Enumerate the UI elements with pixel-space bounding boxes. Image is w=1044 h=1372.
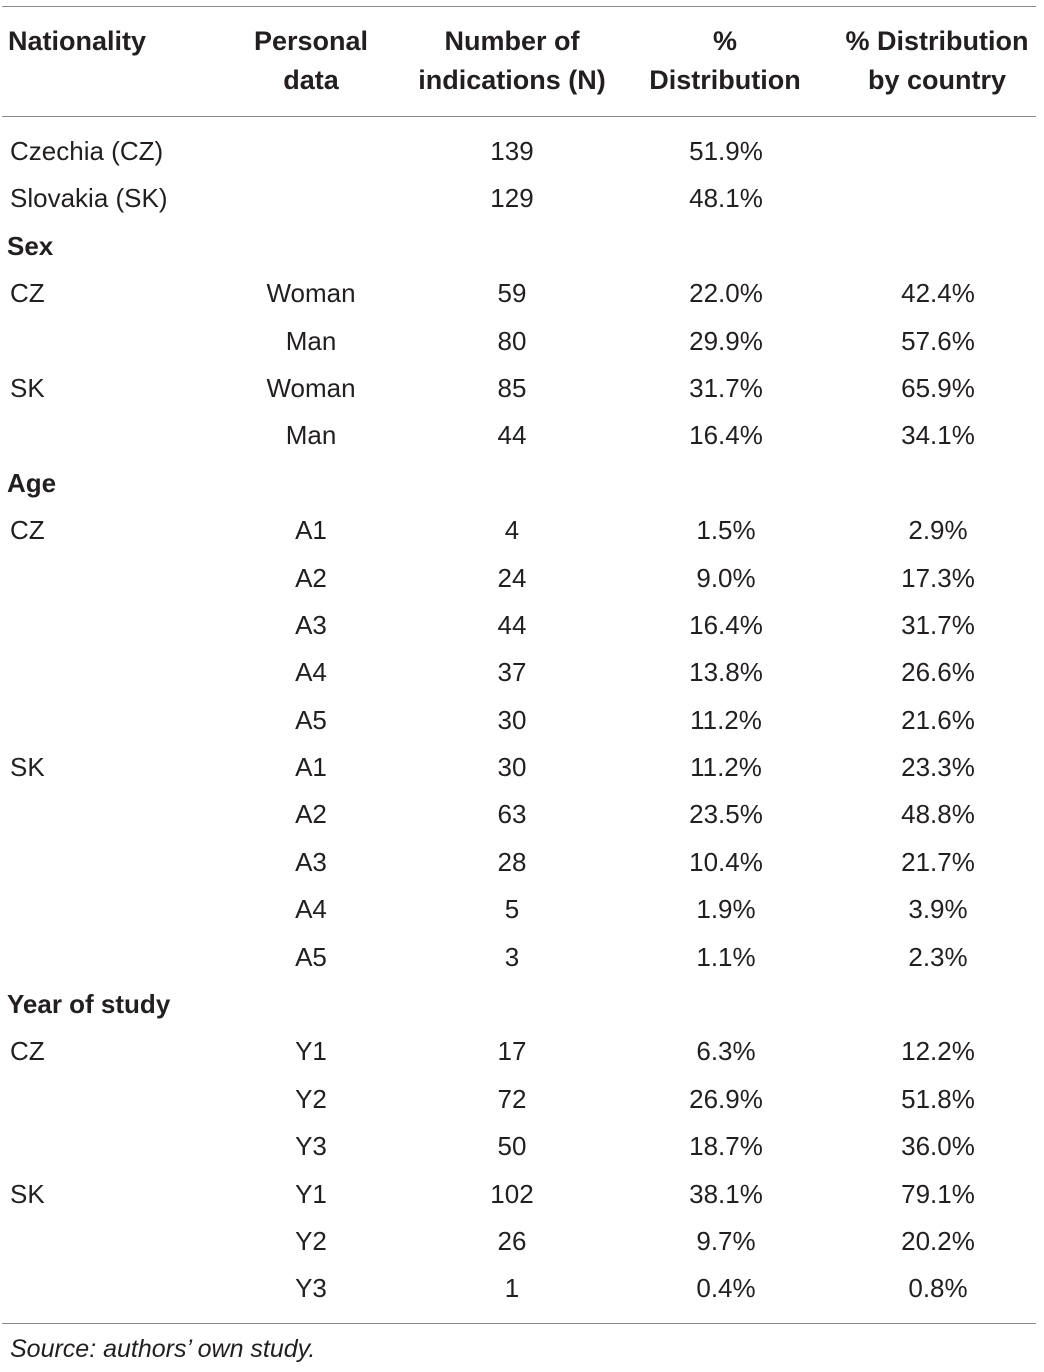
- table-row: [0, 1218, 1044, 1265]
- cell-number-of-indications: 26: [497, 1225, 527, 1256]
- table-header-rule: [2, 116, 1036, 117]
- cell-distribution-by-country: 21.6%: [901, 704, 975, 735]
- cell-personal-data: Woman: [266, 278, 356, 309]
- cell-personal-data: A1: [295, 515, 327, 546]
- cell-distribution-by-country: 31.7%: [901, 609, 975, 640]
- cell-distribution-by-country: 12.2%: [901, 1036, 975, 1067]
- cell-personal-data: Y3: [295, 1131, 327, 1162]
- cell-number-of-indications: 63: [497, 799, 527, 830]
- cell-nationality: SK: [10, 1178, 45, 1209]
- table-row: [0, 1028, 1044, 1075]
- cell-distribution: 16.4%: [689, 420, 763, 451]
- cell-personal-data: Woman: [266, 372, 356, 403]
- cell-distribution-by-country: 65.9%: [901, 372, 975, 403]
- cell-personal-data: A5: [295, 704, 327, 735]
- cell-distribution-by-country: 17.3%: [901, 562, 975, 593]
- cell-distribution-by-country: 36.0%: [901, 1131, 975, 1162]
- cell-distribution: 31.7%: [689, 372, 763, 403]
- cell-distribution: 10.4%: [689, 846, 763, 877]
- cell-distribution: 11.2%: [690, 704, 762, 735]
- table-row: [0, 886, 1044, 933]
- cell-number-of-indications: 139: [490, 136, 534, 166]
- cell-distribution-by-country: 57.6%: [901, 325, 975, 356]
- section-header-row: [0, 223, 1044, 270]
- table-row: [0, 555, 1044, 602]
- cell-distribution-by-country: 3.9%: [908, 894, 968, 925]
- cell-distribution: 23.5%: [689, 799, 763, 830]
- table-row: [0, 1171, 1044, 1218]
- cell-number-of-indications: 72: [497, 1083, 527, 1114]
- header-personal-data-line2: data: [283, 65, 339, 95]
- table-row: [0, 934, 1044, 981]
- table-row: [0, 128, 1044, 175]
- table-row: [0, 1123, 1044, 1170]
- table-row: [0, 744, 1044, 791]
- table-row: [0, 412, 1044, 459]
- table-row: [0, 175, 1044, 222]
- section-header-row: [0, 981, 1044, 1028]
- cell-personal-data: A4: [295, 657, 327, 688]
- cell-distribution: 18.7%: [689, 1131, 763, 1162]
- header-number-line1: Number of: [444, 26, 580, 56]
- cell-distribution: 48.1%: [689, 183, 763, 214]
- cell-distribution-by-country: 2.9%: [908, 515, 968, 546]
- cell-nationality: CZ: [10, 515, 45, 546]
- cell-distribution-by-country: 21.7%: [901, 846, 975, 877]
- cell-distribution: 1.5%: [696, 515, 756, 546]
- cell-number-of-indications: 50: [497, 1131, 527, 1162]
- table-row: [0, 1076, 1044, 1123]
- cell-number-of-indications: 17: [497, 1036, 527, 1067]
- cell-distribution: 29.9%: [689, 325, 763, 356]
- cell-distribution: 11.2%: [690, 752, 762, 783]
- cell-nationality: CZ: [10, 278, 45, 309]
- cell-personal-data: A4: [295, 894, 327, 925]
- cell-number-of-indications: 4: [504, 515, 520, 546]
- cell-distribution-by-country: 48.8%: [901, 799, 975, 830]
- cell-distribution: 1.1%: [696, 941, 756, 972]
- cell-number-of-indications: 5: [504, 894, 520, 925]
- cell-distribution-by-country: 2.3%: [908, 941, 968, 972]
- table-body: [0, 128, 1044, 1313]
- cell-distribution-by-country: 0.8%: [908, 1273, 968, 1304]
- header-nationality: Nationality: [8, 26, 147, 56]
- cell-number-of-indications: 102: [490, 1178, 534, 1209]
- table-row: [0, 649, 1044, 696]
- cell-distribution-by-country: 23.3%: [901, 752, 975, 783]
- cell-distribution: 6.3%: [696, 1036, 756, 1067]
- table-row: [0, 507, 1044, 554]
- table-row: [0, 697, 1044, 744]
- cell-number-of-indications: 28: [497, 846, 527, 877]
- header-by-country-line1: % Distribution: [845, 26, 1029, 56]
- cell-number-of-indications: 37: [497, 657, 527, 688]
- cell-personal-data: Man: [285, 420, 337, 451]
- cell-personal-data: A1: [295, 752, 327, 783]
- cell-distribution-by-country: 79.1%: [901, 1178, 975, 1209]
- section-label: Sex: [7, 230, 54, 261]
- cell-personal-data: Y1: [295, 1178, 327, 1209]
- cell-distribution-by-country: 34.1%: [901, 420, 975, 451]
- section-header-row: [0, 460, 1044, 507]
- cell-nationality: SK: [10, 752, 45, 783]
- table-row: [0, 1265, 1044, 1312]
- cell-personal-data: Y3: [295, 1273, 327, 1304]
- table-bottom-rule: [2, 1323, 1036, 1324]
- cell-number-of-indications: 129: [490, 183, 534, 214]
- cell-number-of-indications: 3: [504, 941, 520, 972]
- cell-number-of-indications: 1: [504, 1273, 520, 1304]
- cell-distribution-by-country: 20.2%: [901, 1225, 975, 1256]
- cell-distribution-by-country: 51.8%: [901, 1083, 975, 1114]
- table-row: [0, 602, 1044, 649]
- header-number-line2: indications (N): [418, 65, 606, 95]
- cell-distribution: 0.4%: [696, 1273, 756, 1304]
- cell-personal-data: Man: [285, 325, 337, 356]
- cell-distribution: 38.1%: [689, 1178, 763, 1209]
- cell-distribution: 22.0%: [689, 278, 763, 309]
- cell-personal-data: Y2: [295, 1225, 327, 1256]
- cell-number-of-indications: 59: [497, 278, 527, 309]
- section-label: Year of study: [7, 989, 171, 1020]
- cell-number-of-indications: 30: [497, 704, 527, 735]
- header-distribution-line2: Distribution: [649, 65, 801, 95]
- header-number-of-indications: [402, 22, 622, 106]
- cell-personal-data: A5: [295, 941, 327, 972]
- cell-distribution: 1.9%: [696, 894, 756, 925]
- cell-distribution: 9.7%: [696, 1225, 756, 1256]
- table-row: [0, 365, 1044, 412]
- table-row: [0, 318, 1044, 365]
- table-source-note: Source: authors’ own study.: [10, 1335, 316, 1363]
- cell-personal-data: A3: [295, 846, 327, 877]
- cell-distribution-by-country: 26.6%: [901, 657, 975, 688]
- cell-personal-data: A3: [295, 609, 327, 640]
- section-label: Age: [7, 467, 57, 498]
- cell-personal-data: Y1: [295, 1036, 327, 1067]
- header-personal-data: [230, 22, 392, 106]
- cell-personal-data: A2: [295, 562, 327, 593]
- table-row: [0, 839, 1044, 886]
- cell-number-of-indications: 30: [497, 752, 527, 783]
- cell-number-of-indications: 44: [497, 420, 527, 451]
- cell-number-of-indications: 85: [497, 372, 527, 403]
- table-row: [0, 791, 1044, 838]
- cell-nationality: CZ: [10, 1036, 45, 1067]
- header-distribution-by-country: [830, 22, 1044, 106]
- cell-nationality: Czechia (CZ): [10, 136, 164, 166]
- cell-distribution: 16.4%: [689, 609, 763, 640]
- cell-number-of-indications: 44: [497, 609, 527, 640]
- cell-distribution: 51.9%: [689, 136, 763, 166]
- cell-distribution: 9.0%: [696, 562, 756, 593]
- table-row: [0, 270, 1044, 317]
- cell-number-of-indications: 80: [497, 325, 527, 356]
- header-by-country-line2: by country: [867, 65, 1007, 95]
- header-distribution: [632, 22, 818, 106]
- header-distribution-line1: %: [712, 26, 737, 56]
- cell-distribution: 13.8%: [689, 657, 763, 688]
- cell-distribution-by-country: 42.4%: [901, 278, 975, 309]
- cell-personal-data: Y2: [295, 1083, 327, 1114]
- cell-nationality: SK: [10, 372, 45, 403]
- cell-personal-data: A2: [295, 799, 327, 830]
- table-top-rule: [2, 6, 1036, 7]
- header-personal-data-line1: Personal: [253, 26, 369, 56]
- cell-nationality: Slovakia (SK): [10, 183, 168, 214]
- cell-number-of-indications: 24: [497, 562, 527, 593]
- cell-distribution: 26.9%: [689, 1083, 763, 1114]
